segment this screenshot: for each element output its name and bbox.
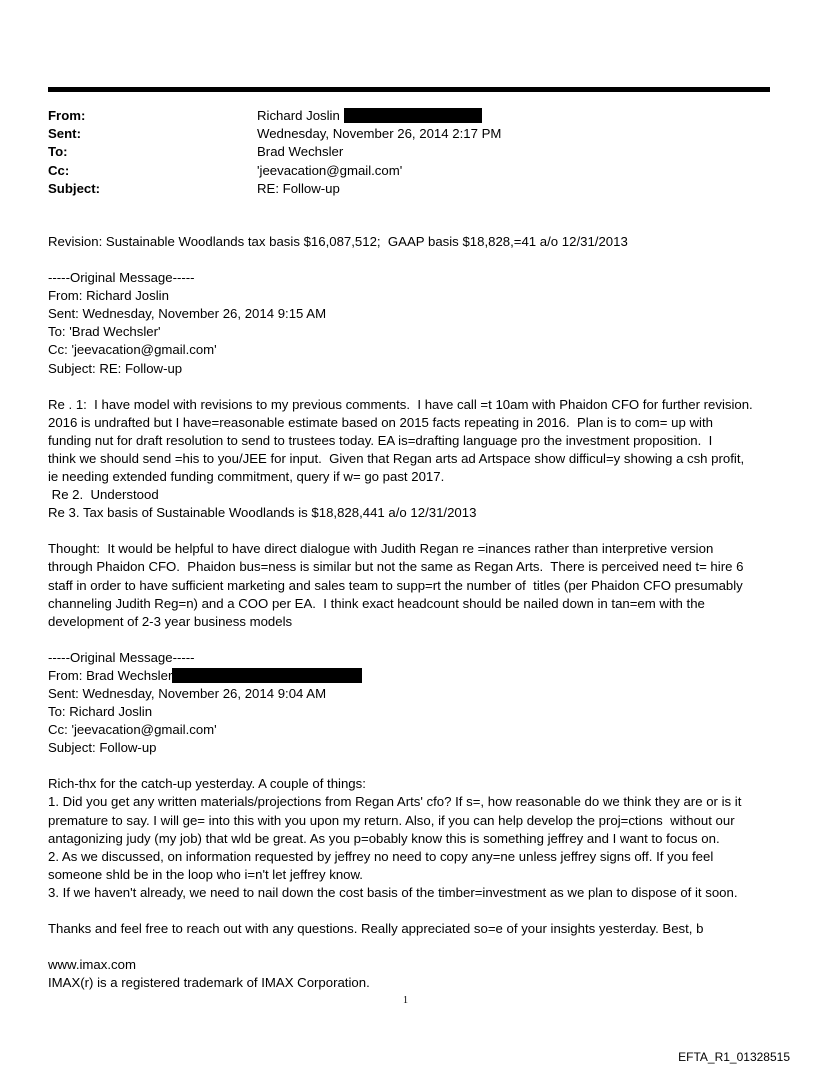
quoted-from: From: Richard Joslin bbox=[48, 288, 169, 304]
paragraph-line: channeling Judith Reg=n) and a COO per EA. I think exact headcount should be nailed down in tan=em with the bbox=[48, 595, 705, 611]
subject-value: RE: Follow-up bbox=[257, 180, 340, 196]
quoted-to: To: 'Brad Wechsler' bbox=[48, 324, 161, 340]
paragraph-line: 3. If we haven't already, we need to nail down the cost basis of the timber=investment as we plan to dispose of it soon. bbox=[48, 884, 738, 900]
paragraph-line: 1. Did you get any written materials/projections from Regan Arts' cfo? If s=, how reasonable do we think they are or is it bbox=[48, 794, 742, 810]
paragraph-line: Re 3. Tax basis of Sustainable Woodlands is $18,828,441 a/o 12/31/2013 bbox=[48, 505, 477, 521]
email-header bbox=[48, 107, 501, 198]
original-message-marker: -----Original Message----- bbox=[48, 270, 195, 286]
paragraph-line: someone shld be in the loop who i=n't let jeffrey know. bbox=[48, 866, 363, 882]
cc-row bbox=[48, 162, 501, 180]
from-value bbox=[257, 107, 482, 125]
quoted-to: To: Richard Joslin bbox=[48, 704, 153, 720]
subject-label: Subject: bbox=[48, 180, 101, 196]
paragraph-line: ie needing extended funding commitment, query if w= go past 2017. bbox=[48, 469, 445, 485]
thanks-line: Thanks and feel free to reach out with any questions. Really appreciated so=e of your insights yesterday. Best, b bbox=[48, 921, 704, 936]
document-id: EFTA_R1_01328515 bbox=[678, 1050, 790, 1064]
paragraph-line: premature to say. I will ge= into this with you upon my return. Also, if you can help develop the proj=ctions without our bbox=[48, 812, 735, 828]
quoted-subject: Subject: RE: Follow-up bbox=[48, 360, 183, 376]
original-message-marker: -----Original Message----- bbox=[48, 649, 195, 665]
quoted-from bbox=[48, 667, 778, 685]
paragraph-line: 2016 is undrafted but I have=reasonable estimate based on 2015 facts repeating in 2016. Plan is to com= up with bbox=[48, 414, 713, 430]
sent-row bbox=[48, 125, 501, 143]
paragraph-line: Re . 1: I have model with revisions to my previous comments. I have call =t 10am with Phaidon CFO for further revision. bbox=[48, 396, 753, 412]
from-name: Richard Joslin bbox=[257, 108, 340, 123]
url-line: www.imax.com bbox=[48, 957, 136, 973]
quoted-sent: Sent: Wednesday, November 26, 2014 9:04 AM bbox=[48, 685, 327, 701]
from-label: From: bbox=[48, 108, 86, 123]
subject-row bbox=[48, 180, 501, 198]
sent-label: Sent: bbox=[48, 126, 81, 142]
paragraph-line: 2. As we discussed, on information requested by jeffrey no need to copy any=ne unless jeffrey signs off. If you feel bbox=[48, 848, 714, 864]
to-value: Brad Wechsler bbox=[257, 144, 344, 160]
paragraph-line: staff in order to have sufficient marketing and sales team to supp=rt the number of titles (per Phaidon CFO presumably bbox=[48, 577, 743, 593]
paragraph-line: funding nut for draft resolution to send to trustees today. EA is=drafting language pro the investment proposition. I bbox=[48, 432, 713, 448]
email-body bbox=[48, 233, 778, 992]
trademark-line: IMAX(r) is a registered trademark of IMAX Corporation. bbox=[48, 975, 370, 991]
page-number: 1 bbox=[403, 995, 408, 1006]
paragraph-line: antagonizing judy (my job) that wld be great. As you p=obably know this is something jeffrey and I want to focus on. bbox=[48, 830, 720, 846]
paragraph-line: through Phaidon CFO. Phaidon bus=ness is similar but not the same as Regan Arts. There is perceived need t= hire 6 bbox=[48, 559, 744, 575]
paragraph-line: Rich-thx for the catch-up yesterday. A couple of things: bbox=[48, 776, 366, 792]
paragraph-line: development of 2-3 year business models bbox=[48, 613, 293, 629]
paragraph-line: Thought: It would be helpful to have direct dialogue with Judith Regan re =inances rather than interpretive version bbox=[48, 541, 714, 557]
quoted-subject: Subject: Follow-up bbox=[48, 740, 157, 756]
to-row bbox=[48, 143, 501, 161]
sent-value: Wednesday, November 26, 2014 2:17 PM bbox=[257, 126, 502, 142]
redaction-box bbox=[172, 668, 362, 683]
cc-value: 'jeevacation@gmail.com' bbox=[257, 162, 403, 178]
paragraph-line: think we should send =his to you/JEE for input. Given that Regan arts ad Artspace show difficul=y showing a csh profit, bbox=[48, 450, 745, 466]
from-row bbox=[48, 107, 501, 125]
cc-label: Cc: bbox=[48, 162, 70, 178]
quoted-sent: Sent: Wednesday, November 26, 2014 9:15 AM bbox=[48, 306, 327, 322]
quoted-from-text: From: Brad Wechsler bbox=[48, 667, 173, 683]
to-label: To: bbox=[48, 144, 68, 160]
revision-line: Revision: Sustainable Woodlands tax basis $16,087,512; GAAP basis $18,828,=41 a/o 12/31/2013 bbox=[48, 234, 628, 249]
header-rule bbox=[48, 87, 770, 92]
paragraph-line: Re 2. Understood bbox=[48, 487, 159, 503]
redaction-box bbox=[344, 108, 482, 123]
quoted-cc: Cc: 'jeevacation@gmail.com' bbox=[48, 342, 217, 358]
quoted-cc: Cc: 'jeevacation@gmail.com' bbox=[48, 722, 217, 738]
